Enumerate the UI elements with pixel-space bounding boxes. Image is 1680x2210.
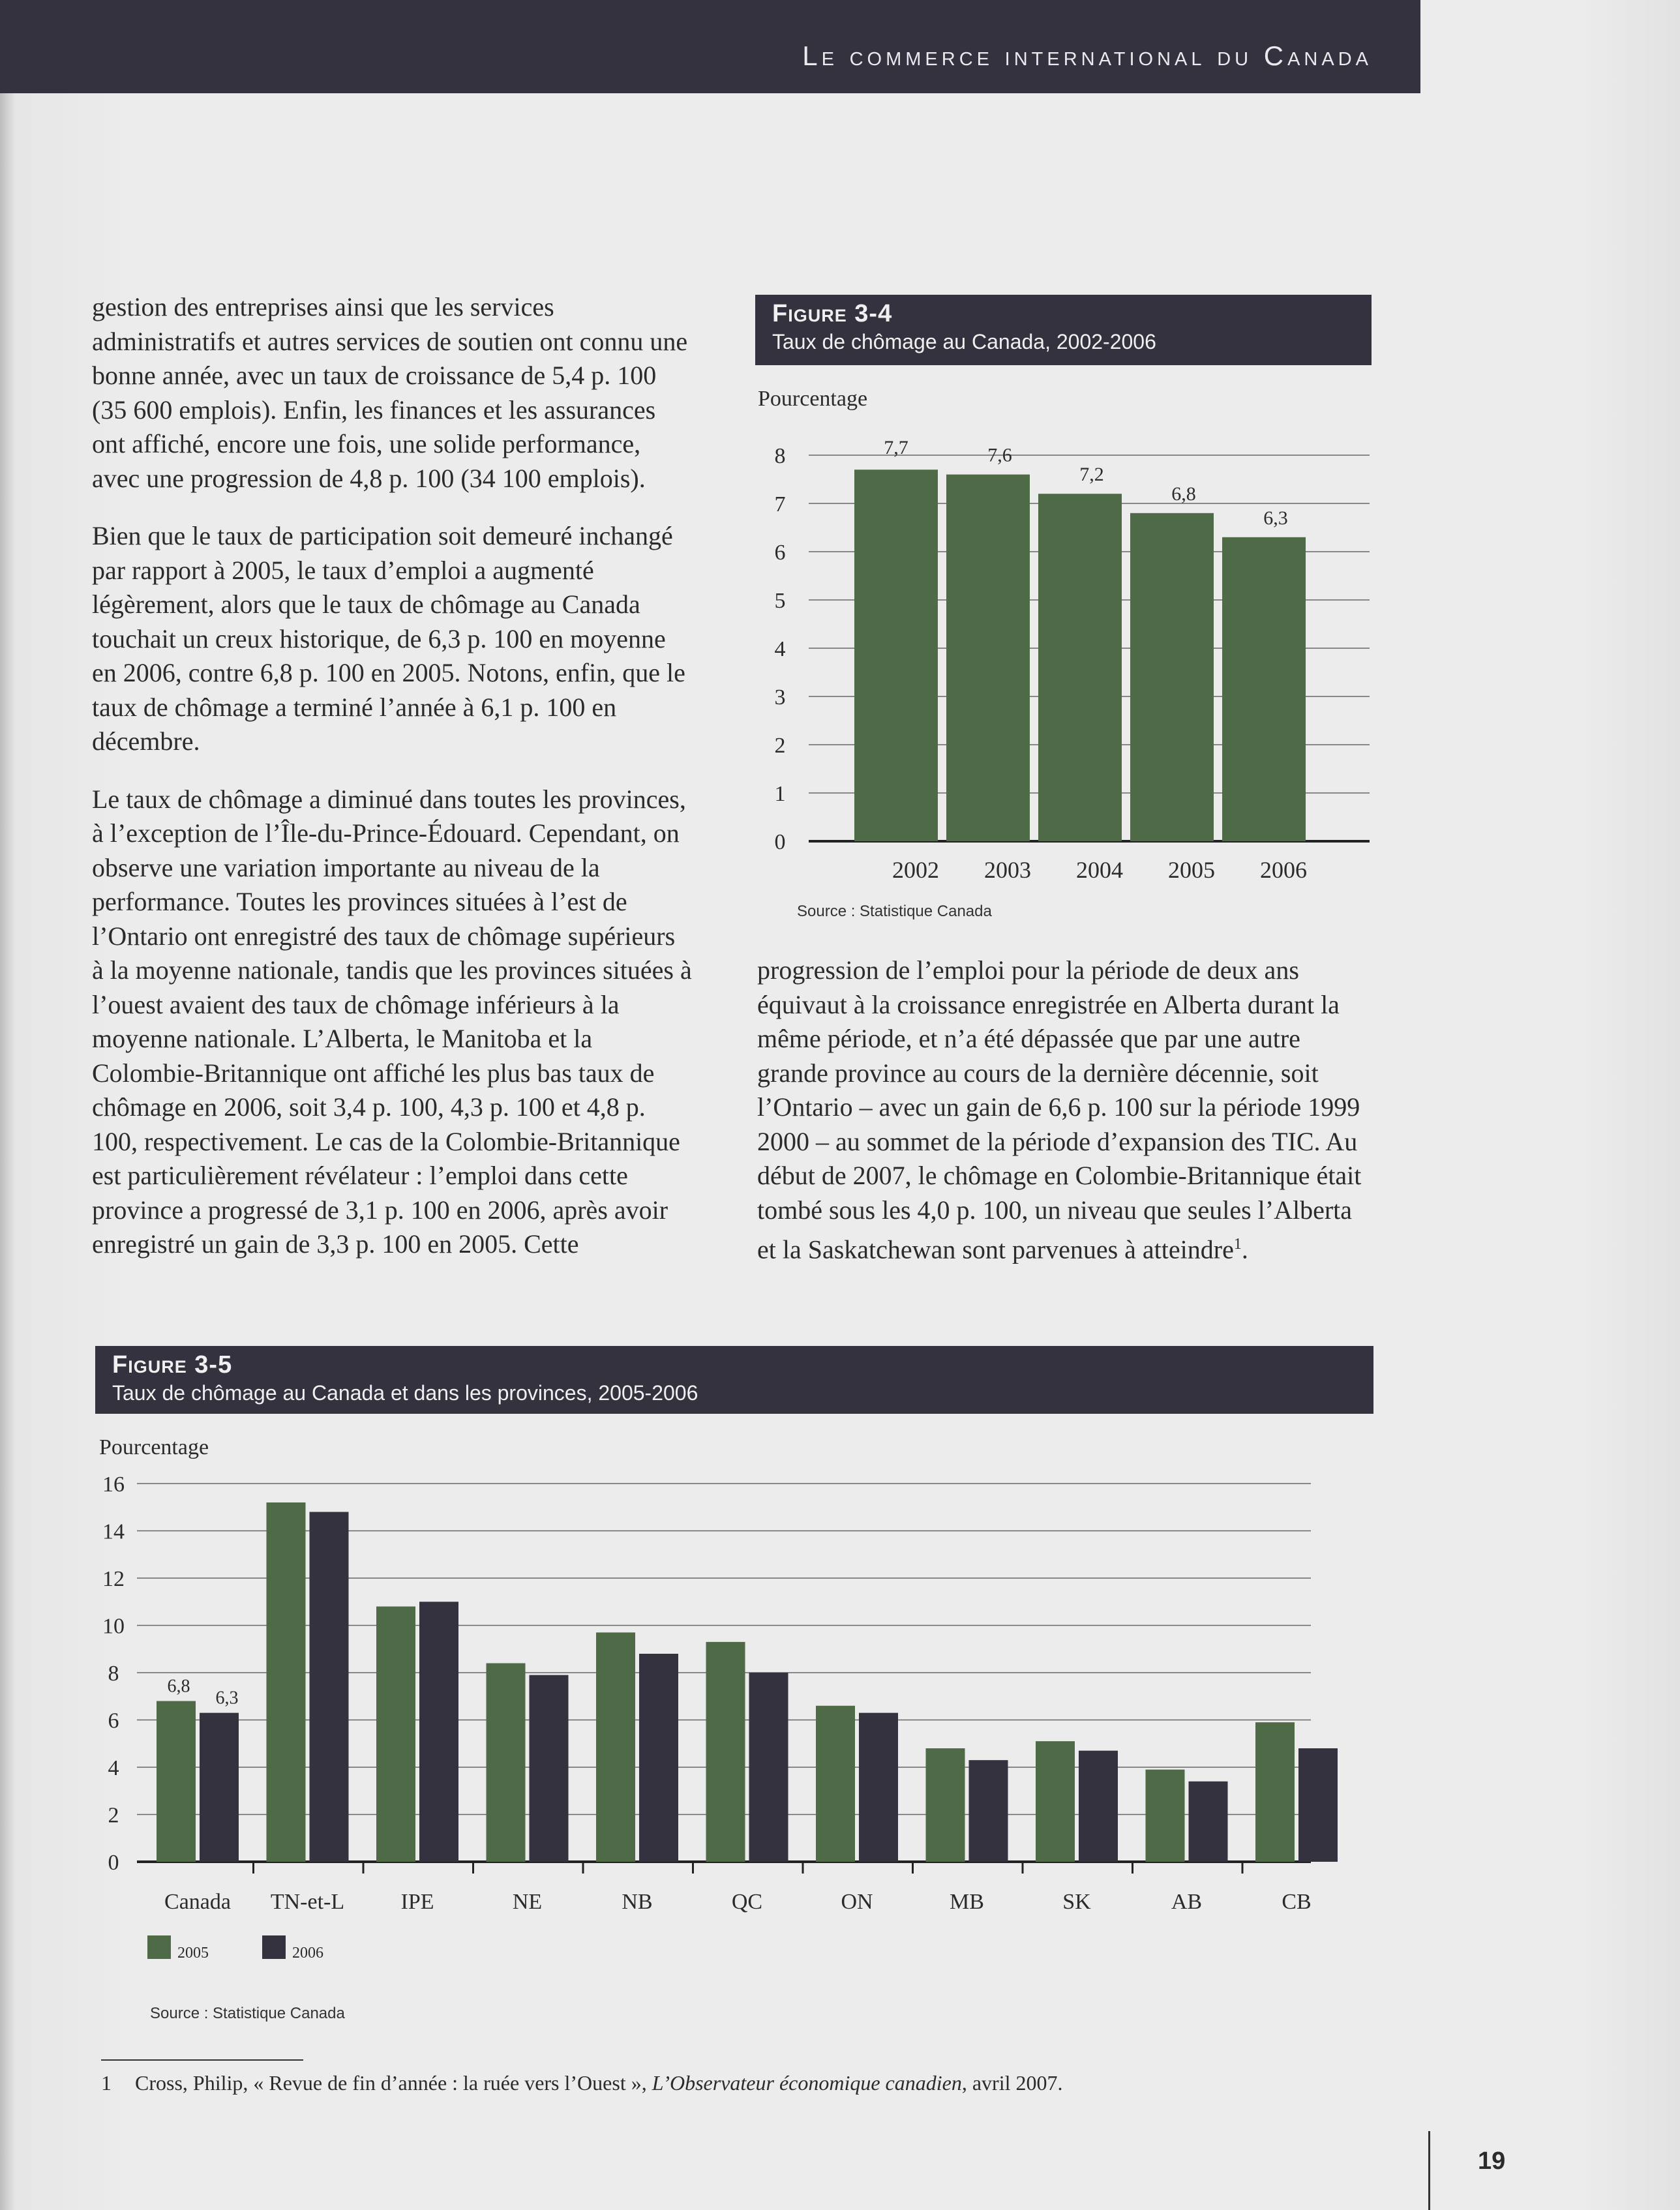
x-tick-label: NE	[512, 1890, 543, 1914]
figure-3-4-caption: Taux de chômage au Canada, 2002-2006	[772, 330, 1156, 353]
y-tick-label: 16	[102, 1472, 125, 1497]
legend-label: 2006	[292, 1945, 323, 1962]
y-tick-label: 2	[774, 734, 786, 758]
figure-3-4-header	[755, 295, 1372, 365]
y-tick-label: 10	[102, 1614, 125, 1639]
figure-3-5-source: Source : Statistique Canada	[150, 2005, 345, 2022]
figure-3-4-source: Source : Statistique Canada	[797, 903, 992, 920]
x-tick-label: 2005	[1168, 857, 1215, 883]
bar-2005	[487, 1664, 526, 1862]
bar-2005	[926, 1748, 965, 1862]
y-tick-label: 4	[774, 637, 786, 661]
x-tick-label: QC	[731, 1890, 763, 1914]
bar-2006	[639, 1654, 678, 1862]
bar-2006	[1298, 1748, 1338, 1862]
bar-2006	[200, 1713, 239, 1862]
footnote-ref: 1	[1233, 1236, 1242, 1253]
y-tick-label: 4	[108, 1756, 119, 1780]
footnote-number: 1	[101, 2071, 112, 2095]
footnote	[101, 2071, 1062, 2095]
bar	[1130, 513, 1214, 841]
x-tick-label: ON	[841, 1890, 873, 1914]
data-label: 6,3	[215, 1688, 239, 1709]
y-tick-label: 12	[102, 1567, 125, 1591]
bar-2005	[1146, 1770, 1185, 1862]
running-header	[0, 0, 1420, 93]
footnote-journal: L’Observateur économique canadien	[652, 2071, 962, 2095]
paragraph: Le taux de chômage a diminué dans toutes les provinces, à l’exception de l’Île-du-Prince-Édouard. Cependant, on observe une variation importante au niveau de la performance. Toutes les provinces situées à l’est de l’Ontario ont enregistré des taux de chômage supérieurs à la moyenne nationale, tandis que les provinces situées à l’ouest avaient des taux de chômage inférieurs à la moyenne nationale. L’Alberta, le Manitoba et la Colombie-Britannique ont affiché les plus bas taux de chômage en 2006, soit 3,4 p. 100, 4,3 p. 100 et 4,8 p. 100, respectivement. Le cas de la Colombie-Britannique est particulièrement révélateur : l’emploi dans cette province a progressé de 3,1 p. 100 en 2006, après avoir enregistré un gain de 3,3 p. 100 en 2005. Cette	[92, 784, 692, 1259]
y-tick-label: 0	[108, 1851, 119, 1875]
bar-2005	[1036, 1741, 1075, 1862]
footnote-rule	[101, 2059, 303, 2061]
figure-3-4-chart	[750, 378, 1376, 887]
y-tick-label: 1	[774, 782, 786, 806]
data-label: 6,8	[1171, 483, 1196, 505]
y-tick-label: 8	[108, 1662, 119, 1686]
right-column	[757, 953, 1364, 1291]
paragraph: gestion des entreprises ainsi que les services administratifs et autres services de soutien ont connu une bonne année, avec un taux de croissance de 5,4 p. 100 (35 600 emplois). Enfin, les finances et les assurances ont affiché, encore une fois, une solide performance, avec une progression de 4,8 p. 100 (34 100 emplois).	[92, 292, 688, 493]
bar-2006	[749, 1673, 788, 1862]
x-tick-label: 2003	[984, 857, 1031, 883]
bar	[1222, 537, 1306, 841]
legend-swatch-2006	[262, 1935, 286, 1959]
figure-3-5-chart	[91, 1428, 1376, 2002]
y-tick-label: 14	[102, 1519, 125, 1544]
footnote-text: Cross, Philip, « Revue de fin d’année : la ruée vers l’Ouest »,	[135, 2071, 652, 2095]
y-tick-label: 0	[774, 830, 786, 854]
figure-3-5-label: Figure 3-5	[112, 1351, 233, 1379]
legend-label: 2005	[177, 1945, 209, 1962]
x-tick-label: Canada	[164, 1890, 231, 1914]
x-tick-label: NB	[622, 1890, 653, 1914]
data-label: 7,2	[1079, 464, 1104, 486]
paragraph: Bien que le taux de participation soit demeuré inchangé par rapport à 2005, le taux d’emploi a augmenté légèrement, alors que le taux de chômage au Canada touchait un creux historique, de 6,3 p. 100 en moyenne en 2006, contre 6,8 p. 100 en 2005. Notons, enfin, que le taux de chômage a terminé l’année à 6,1 p. 100 en décembre.	[92, 521, 685, 756]
bar	[1038, 494, 1122, 841]
bar	[946, 475, 1030, 841]
bar-2006	[1189, 1782, 1228, 1862]
bar-2005	[706, 1642, 745, 1862]
bar-2006	[310, 1512, 349, 1862]
x-tick-label: 2004	[1076, 857, 1123, 883]
bar-2005	[267, 1502, 306, 1862]
y-axis-label: Pourcentage	[99, 1435, 209, 1459]
bar-2005	[157, 1701, 196, 1862]
x-tick-label: TN-et-L	[270, 1890, 345, 1914]
x-tick-label: 2002	[892, 857, 939, 883]
data-label: 7,6	[987, 444, 1012, 466]
figure-3-5-header	[95, 1346, 1373, 1414]
footnote-text-end: , avril 2007.	[961, 2071, 1063, 2095]
bar-2005	[376, 1607, 415, 1862]
left-column	[92, 290, 692, 1285]
x-tick-label: 2006	[1260, 857, 1307, 883]
paragraph	[757, 953, 1364, 1267]
bar-2006	[419, 1602, 458, 1862]
data-label: 6,8	[167, 1676, 190, 1697]
bar-2006	[859, 1713, 898, 1862]
legend-swatch-2005	[147, 1935, 171, 1959]
y-axis-label: Pourcentage	[758, 387, 868, 411]
y-tick-label: 7	[774, 492, 786, 516]
page-number: 19	[1478, 2147, 1506, 2175]
paragraph-main: progression de l’emploi pour la période de deux ans équivaut à la croissance enregistrée en Alberta durant la même période, et n’a été dépassée que par une autre grande province au cours de la dernière décennie, soit l’Ontario – avec un gain de 6,6 p. 100 sur la période 1999 2000 – au sommet de la période d’expansion des TIC. Au début de 2007, le chômage en Colombie-Britannique était tombé sous les 4,0 p. 100, un niveau que seules l’Alberta et la Saskatchewan sont parvenues à atteindre	[757, 955, 1362, 1264]
paragraph-end: .	[1241, 1234, 1248, 1264]
bar-2006	[969, 1760, 1008, 1862]
y-tick-label: 6	[774, 541, 786, 565]
data-label: 6,3	[1263, 507, 1288, 529]
page-number-rule	[1428, 2131, 1430, 2210]
x-tick-label: IPE	[400, 1890, 434, 1914]
y-tick-label: 5	[774, 589, 786, 613]
running-header-title: Le commerce international du Canada	[802, 40, 1372, 71]
bar-2005	[1255, 1722, 1295, 1862]
figure-3-4-label: Figure 3-4	[772, 300, 893, 327]
bar-2005	[596, 1632, 635, 1862]
figure-3-5-caption: Taux de chômage au Canada et dans les provinces, 2005-2006	[112, 1381, 698, 1405]
y-tick-label: 2	[108, 1803, 119, 1828]
bar-2006	[1079, 1751, 1118, 1862]
bar-2006	[530, 1675, 569, 1862]
y-tick-label: 3	[774, 685, 786, 709]
x-tick-label: SK	[1062, 1890, 1091, 1914]
x-tick-label: AB	[1171, 1890, 1203, 1914]
y-tick-label: 8	[774, 444, 786, 468]
y-tick-label: 6	[108, 1709, 119, 1733]
x-tick-label: MB	[950, 1890, 984, 1914]
x-tick-label: CB	[1282, 1890, 1312, 1914]
bar	[854, 470, 938, 841]
bar-2005	[816, 1706, 855, 1862]
data-label: 7,7	[884, 437, 908, 459]
